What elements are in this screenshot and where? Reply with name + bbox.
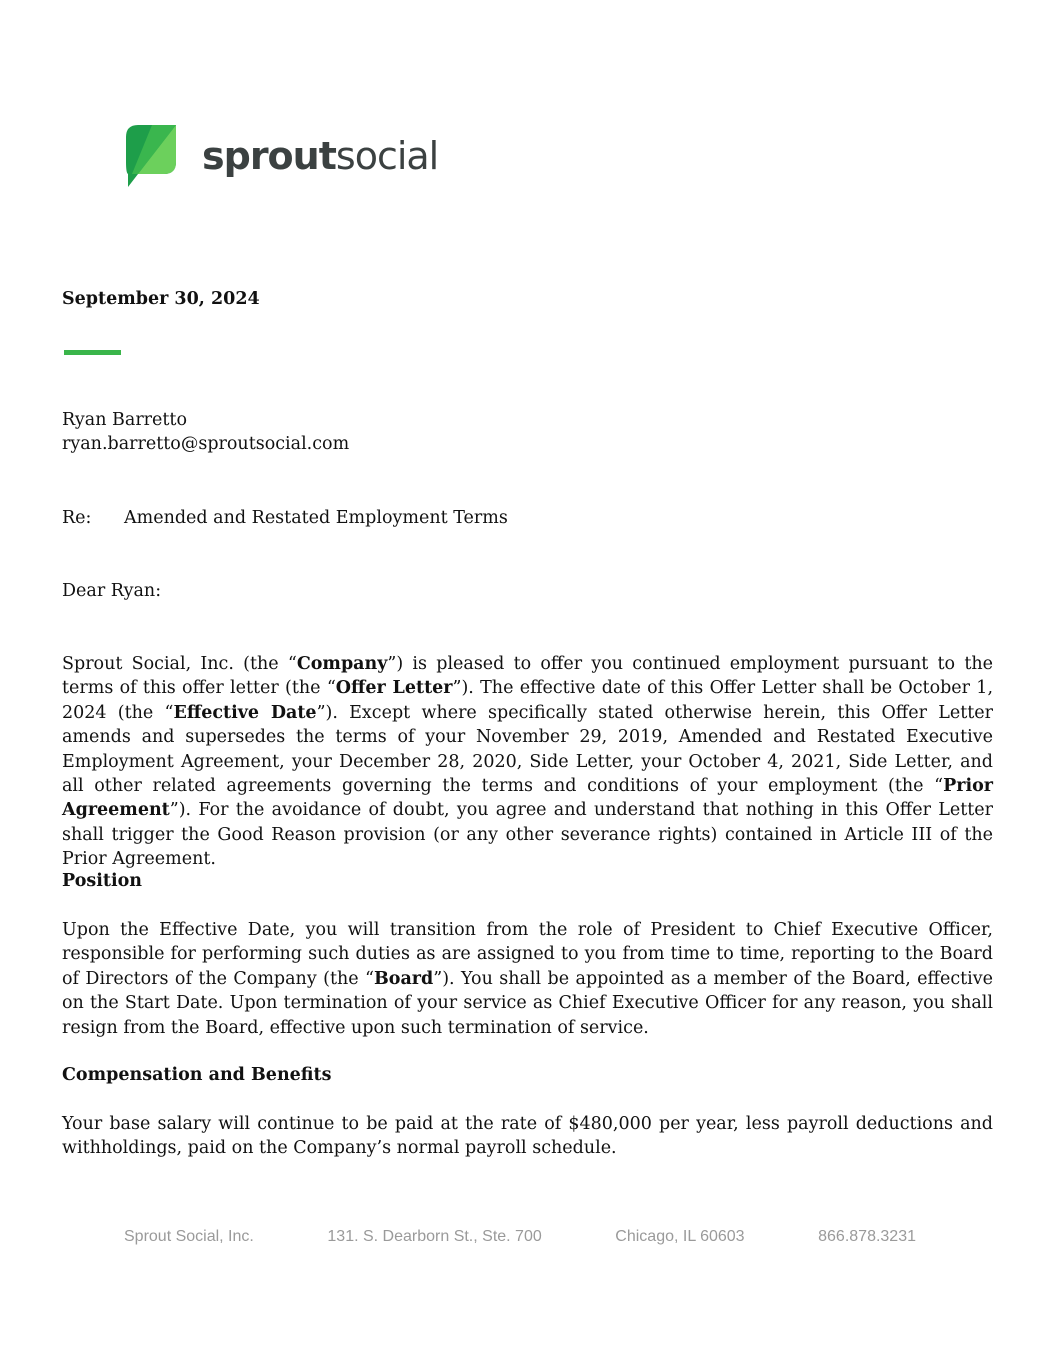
subject-label: Re: (62, 508, 92, 528)
logo-wordmark: sproutsocial (202, 134, 439, 178)
defined-term: Effective Date (173, 702, 317, 723)
defined-term: Offer Letter (335, 678, 453, 699)
position-paragraph (62, 918, 993, 1040)
position-heading: Position (62, 871, 142, 891)
recipient-block (62, 408, 349, 457)
text-segment: ”). You shall be appointed as a member of the Board, effective on the Start Date. Upon termination of your service as Chief Executive Officer for any reason, you shall resign from the Board, effective upon such termination of service. (62, 968, 994, 1038)
recipient-name: Ryan Barretto (62, 410, 188, 430)
text-segment: Sprout Social, Inc. (the “ (62, 654, 297, 674)
footer-company: Sprout Social, Inc. (124, 1228, 254, 1245)
footer-phone: 866.878.3231 (818, 1228, 916, 1245)
letterhead-footer (124, 1228, 916, 1246)
salutation: Dear Ryan: (62, 581, 162, 601)
subject-line (62, 506, 508, 530)
subject-text: Amended and Restated Employment Terms (124, 508, 508, 528)
compensation-heading: Compensation and Benefits (62, 1065, 332, 1085)
text-segment: ”). The effective date of this Offer Letter shall be October 1, 2024 (the “ (62, 678, 994, 723)
defined-term: Company (296, 654, 388, 674)
defined-term: Prior Agreement (62, 776, 993, 821)
text-segment: ”). For the avoidance of doubt, you agree and understand that nothing in this Offer Letter shall trigger the Good Reason provision (or any other severance rights) contained in Article III of the Prior Agreement. (62, 800, 993, 870)
sprout-social-logo (124, 124, 438, 188)
footer-city: Chicago, IL 60603 (615, 1228, 745, 1245)
text-segment: ”). Except where specifically stated otherwise herein, this Offer Letter amends and supersedes the terms of your November 29, 2019, Amended and Restated Executive Employment Agreement, your December 28, 2020, Side Letter, your October 4, 2021, Side Letter, and all other related agreements governing the terms and conditions of your employment (the “ (62, 702, 993, 797)
recipient-email: ryan.barretto@sproutsocial.com (62, 434, 350, 455)
text-segment: Your base salary will continue to be paid at the rate of $480,000 per year, less payroll deductions and withholdings, paid on the Company’s normal payroll schedule. (62, 1114, 993, 1159)
defined-term: Board (373, 968, 434, 989)
accent-divider (64, 350, 121, 355)
letter-date: September 30, 2024 (62, 289, 260, 309)
footer-address: 131. S. Dearborn St., Ste. 700 (327, 1228, 542, 1245)
compensation-paragraph (62, 1112, 993, 1161)
text-segment: Upon the Effective Date, you will transition from the role of President to Chief Executive Officer, responsible for performing such duties as are assigned to you from time to time, reporting to the Board of Directors of the Company (the “ (62, 920, 993, 989)
leaf-logo-icon (124, 124, 178, 188)
intro-paragraph (62, 652, 993, 872)
text-segment: ”) is pleased to offer you continued employment pursuant to the terms of this offer letter (the “ (62, 654, 993, 699)
